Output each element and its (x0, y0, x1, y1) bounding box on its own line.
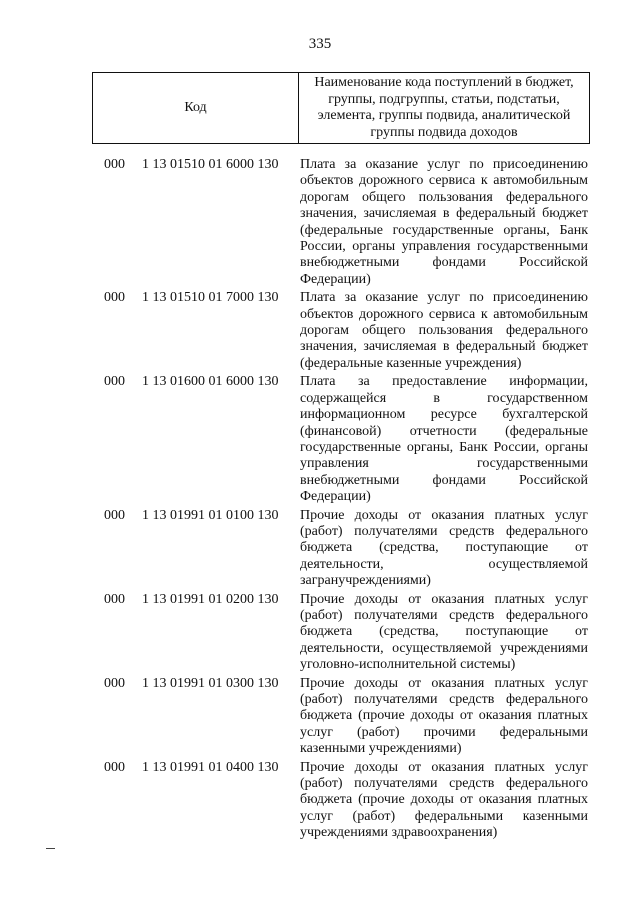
description-line: Плата за предоставление информации, (300, 374, 588, 390)
description-line: содержащейся в государственном (300, 390, 588, 406)
description-line: загранучреждениями) (300, 573, 431, 589)
income-code: 1 13 01991 01 0200 130 (142, 591, 279, 607)
description-line: деятельности, осуществляемой (300, 556, 588, 572)
description-line: услуг (работ) федеральными казенными (300, 808, 588, 824)
description-line: услуг (работ) прочими федеральными (300, 724, 588, 740)
description-line: Прочие доходы от оказания платных услуг (300, 759, 588, 775)
table-row (92, 157, 590, 288)
admin-code: 000 (104, 507, 125, 523)
description-line: внебюджетными фондами Российской (300, 255, 588, 271)
income-code: 1 13 01510 01 6000 130 (142, 157, 279, 172)
description-line: казенными учреждениями) (300, 741, 462, 757)
income-code: 1 13 01991 01 0100 130 (142, 507, 279, 523)
description-line: (работ) получателями средств федерального (300, 692, 588, 707)
income-description (295, 157, 588, 288)
income-description (295, 290, 588, 372)
description-line: управления государственными (300, 456, 588, 472)
description-line: (финансовой) отчетности (федеральные (300, 423, 588, 439)
header-code: Код (93, 73, 299, 144)
description-line: бюджета (прочие доходы от оказания платных (300, 708, 588, 724)
description-line: Прочие доходы от оказания платных услуг (300, 675, 588, 691)
description-line: Федерации) (300, 489, 371, 505)
description-line: значения, зачисляемая в федеральный бюджет (300, 339, 588, 355)
description-line: (федеральные государственные органы, Банк (300, 222, 588, 238)
table-row (92, 676, 590, 758)
income-codes-list (92, 157, 590, 844)
table-row (92, 374, 590, 505)
description-line: бюджета (средства, поступающие от (300, 624, 588, 640)
description-line: (работ) получателями средств федерального (300, 776, 588, 792)
description-line: (работ) получателями средств федерального (300, 607, 588, 623)
admin-code: 000 (104, 157, 125, 172)
description-line: Плата за оказание услуг по присоединению (300, 157, 588, 172)
table-header (92, 72, 590, 144)
description-line: деятельности, осуществляемой учреждениями (300, 640, 588, 656)
income-description (295, 508, 588, 590)
description-line: Прочие доходы от оказания платных услуг (300, 507, 588, 523)
description-line: государственные органы, Банк России, органы (300, 439, 588, 455)
admin-code: 000 (104, 374, 125, 390)
income-code: 1 13 01510 01 7000 130 (142, 290, 279, 306)
description-line: уголовно-исполнительной системы) (300, 657, 516, 673)
description-line: объектов дорожного сервиса к автомобильным (300, 173, 588, 189)
table-row (92, 290, 590, 372)
header-name: Наименование кода поступлений в бюджет, группы, подгруппы, статьи, подстатьи, элемента, группы подвида, аналитической группы подвида доходов (299, 73, 590, 144)
page-number: 335 (308, 36, 332, 52)
income-description (295, 676, 588, 758)
description-line: бюджета (средства, поступающие от (300, 540, 588, 556)
description-line: дорогам общего пользования федерального (300, 189, 588, 205)
income-code: 1 13 01991 01 0400 130 (142, 759, 279, 775)
description-line: Плата за оказание услуг по присоединению (300, 290, 588, 306)
admin-code: 000 (104, 290, 125, 306)
description-line: значения, зачисляемая в федеральный бюджет (300, 206, 588, 222)
table-row (92, 508, 590, 590)
income-code: 1 13 01991 01 0300 130 (142, 675, 279, 691)
description-line: (работ) получателями средств федерального (300, 523, 588, 539)
description-line: бюджета (прочие доходы от оказания платных (300, 792, 588, 808)
admin-code: 000 (104, 675, 125, 691)
description-line: Федерации) (300, 271, 371, 287)
table-row (92, 760, 590, 842)
description-line: Прочие доходы от оказания платных услуг (300, 591, 588, 607)
income-code: 1 13 01600 01 6000 130 (142, 374, 279, 390)
income-description (295, 592, 588, 674)
description-line: России, органы управления государственными (300, 239, 588, 255)
income-description (295, 760, 588, 842)
description-line: внебюджетными фондами Российской (300, 472, 588, 488)
admin-code: 000 (104, 591, 125, 607)
description-line: объектов дорожного сервиса к автомобильным (300, 306, 588, 322)
description-line: (федеральные казенные учреждения) (300, 355, 522, 371)
table-row (92, 592, 590, 674)
description-line: учреждениями здравоохранения) (300, 825, 498, 841)
description-line: дорогам общего пользования федерального (300, 323, 588, 339)
description-line: информационном ресурсе бухгалтерской (300, 407, 588, 423)
admin-code: 000 (104, 759, 125, 775)
margin-mark (46, 848, 55, 849)
income-description (295, 374, 588, 505)
